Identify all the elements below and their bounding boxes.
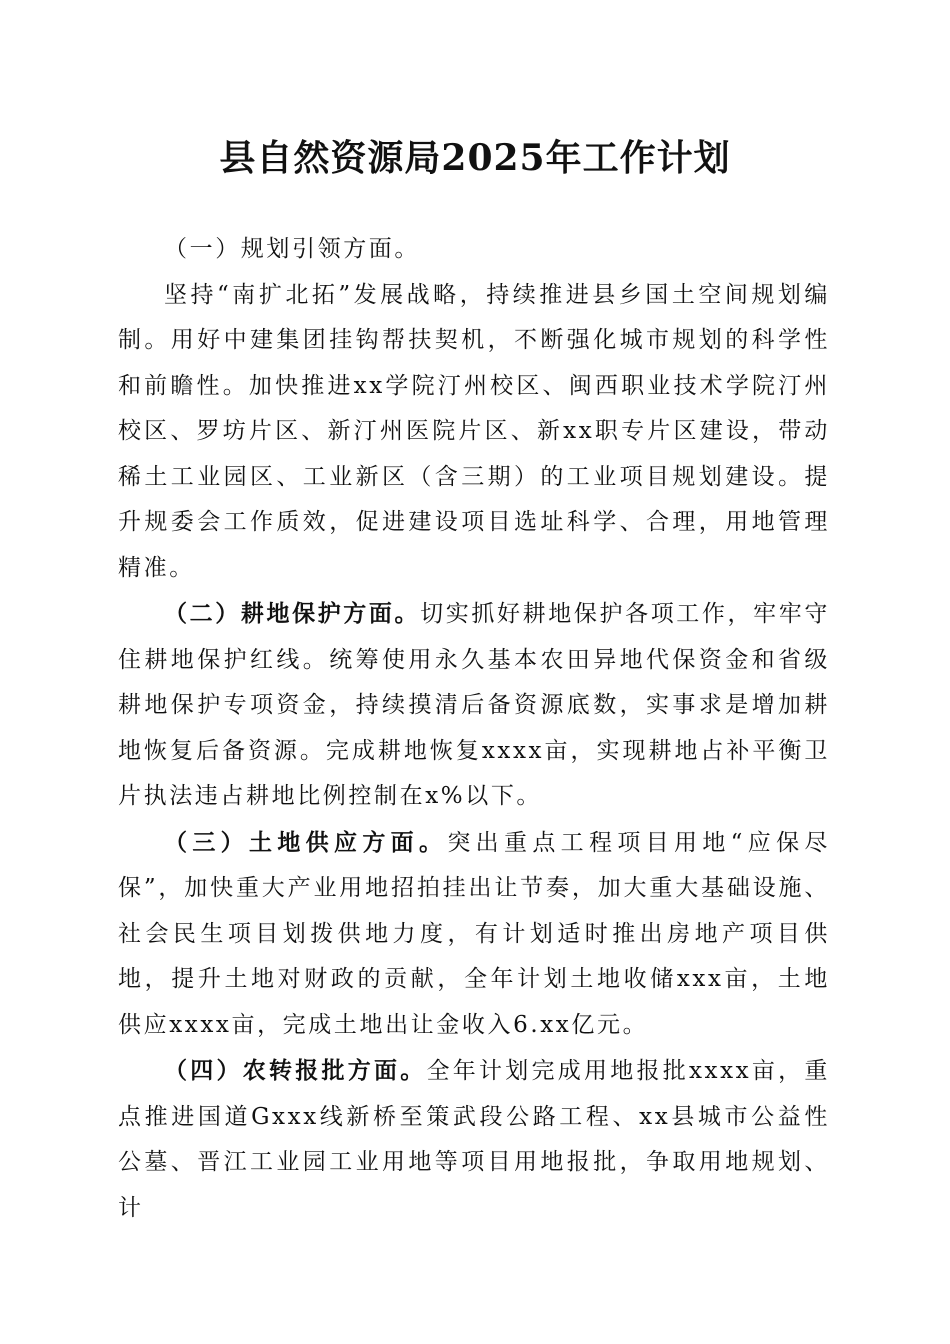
paragraph-text: 切实抓好耕地保护各项工作，牢牢守住耕地保护红线。统筹使用永久基本农田异地代保资金和省级耕地保护专项资金，持续摸清后备资源底数，实事求是增加耕地恢复后备资源。完成耕地恢复xxxx亩，实现耕地占补平衡卫片执法违占耕地比例控制在x%以下。 <box>118 601 830 809</box>
paragraph-land-supply <box>118 820 830 1049</box>
paragraph-text: 坚持“南扩北拓”发展战略，持续推进县乡国土空间规划编制。用好中建集团挂钩帮扶契机，不断强化城市规划的科学性和前瞻性。加快推进xx学院汀州校区、闽西职业技术学院汀州校区、罗坊片区、新汀州医院片区、新xx职专片区建设，带动稀土工业园区、工业新区（含三期）的工业项目规划建设。提升规委会工作质效，促进建设项目选址科学、合理，用地管理精准。 <box>118 281 830 581</box>
section-heading: （四）农转报批方面。 <box>164 1057 427 1084</box>
document-title: 县自然资源局2025年工作计划 <box>219 137 731 179</box>
paragraph-text: 全年计划完成用地报批xxxx亩，重点推进国道Gxxx线新桥至策武段公路工程、xx县城市公益性公墓、晋江工业园工业用地等项目用地报批，争取用地规划、计 <box>118 1058 830 1221</box>
section-heading: （一）规划引领方面。 <box>164 236 420 262</box>
paragraph-farmland-protection <box>118 591 830 820</box>
document-body <box>118 227 830 1231</box>
paragraph-planning-body <box>118 273 830 592</box>
section-heading: （三）土地供应方面。 <box>164 828 448 856</box>
paragraph-text: 突出重点工程项目用地“应保尽保”，加快重大产业用地招拍挂出让节奏，加大重大基础设施、社会民生项目划拨供地力度，有计划适时推出房地产项目供地，提升土地对财政的贡献，全年计划土地收储xxx亩，土地供应xxxx亩，完成土地出让金收入6.xx亿元。 <box>118 829 830 1038</box>
section-heading: （二）耕地保护方面。 <box>164 600 421 627</box>
paragraph-land-approval <box>118 1048 830 1231</box>
paragraph-planning-heading <box>118 227 830 273</box>
